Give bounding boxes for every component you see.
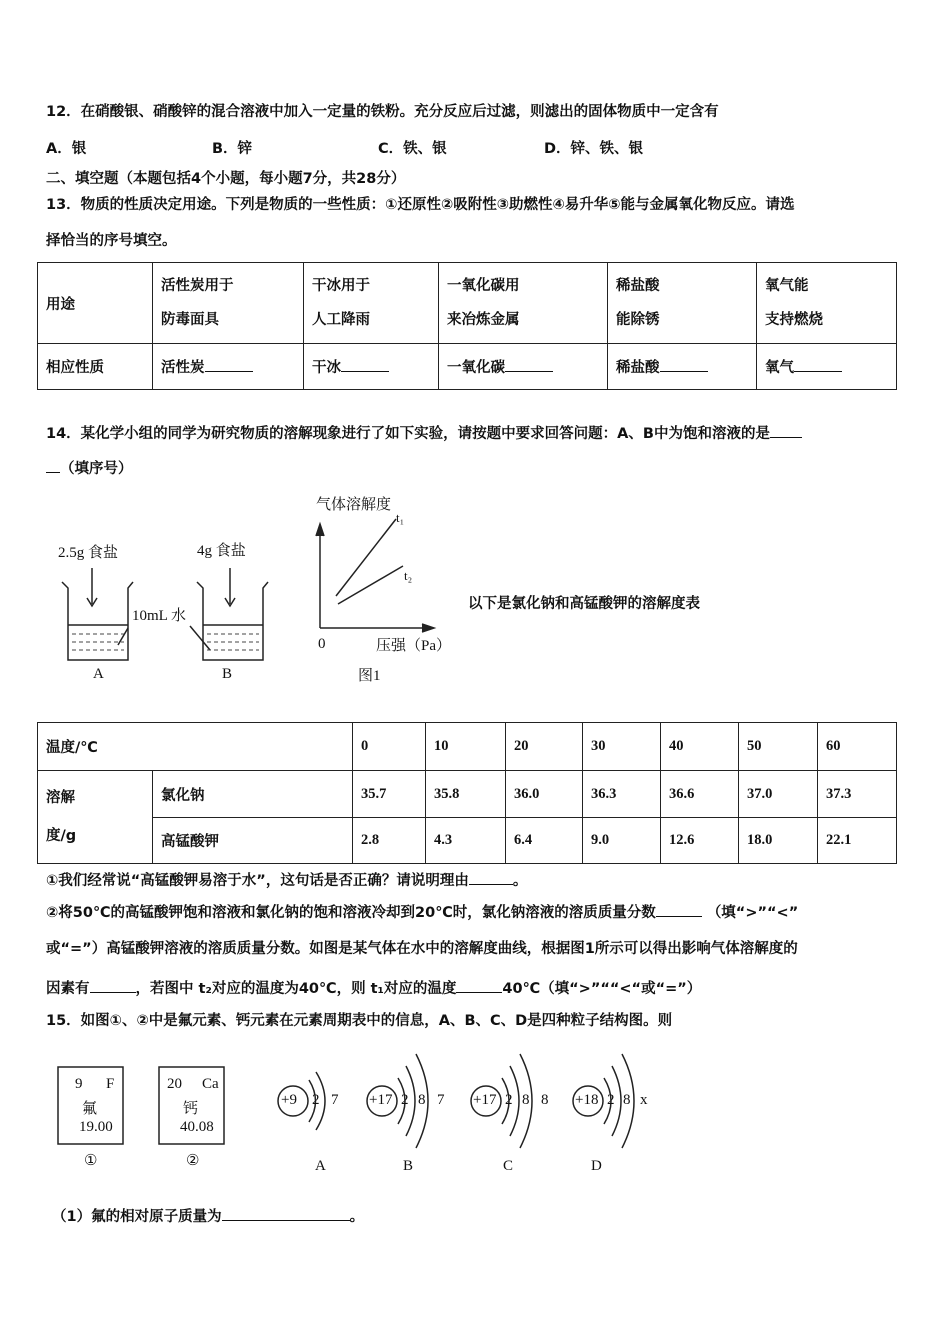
q15-stem: 15．如图①、②中是氟元素、钙元素在元素周期表中的信息，A、B、C、D是四种粒子结构图。则 — [46, 1013, 673, 1029]
shell-electrons: 8 — [623, 1092, 631, 1108]
use-cell: 活性炭用于 — [161, 278, 234, 294]
value-cell: 12.6 — [661, 818, 739, 864]
q12-option-c: C．铁、银 — [378, 141, 447, 157]
figure-caption: 图1 — [358, 668, 381, 684]
beaker-a-label: 2.5g 食盐 — [58, 545, 119, 561]
section-heading: 二、填空题（本题包括4个小题，每小题7分，共28分） — [46, 171, 406, 187]
use-cell: 稀盐酸 — [616, 278, 660, 294]
substance-name: 高锰酸钾 — [153, 818, 353, 864]
shell-electrons: 7 — [331, 1092, 339, 1108]
prop-cell: 氧气 — [765, 360, 794, 376]
q14-stem-cont: （填序号） — [46, 458, 133, 478]
q12-option-b: B．锌 — [212, 141, 253, 157]
nucleus: +17 — [473, 1092, 497, 1108]
value-cell: 22.1 — [818, 818, 897, 864]
solubility-header: 溶解 度/g — [38, 771, 153, 864]
table-intro: 以下是氯化钠和高锰酸钾的溶解度表 — [468, 596, 700, 612]
t2-line — [338, 566, 403, 604]
temp-cell: 40 — [661, 723, 739, 771]
shell-electrons: 2 — [607, 1092, 615, 1108]
value-cell: 36.3 — [583, 771, 661, 818]
use-cell: 防毒面具 — [161, 312, 219, 328]
atom-label: C — [503, 1158, 514, 1174]
q14-sub2-cont2: 因素有 ，若图中 t₂对应的温度为40℃，则 t₁对应的温度 40℃（填“>”““<“或“=”） — [46, 978, 701, 998]
temp-cell: 0 — [353, 723, 426, 771]
use-cell: 一氧化碳用 — [447, 278, 520, 294]
beaker-a — [62, 582, 133, 660]
q12-option-d: D．锌、铁、银 — [544, 141, 644, 157]
temp-header: 温度/℃ — [38, 723, 353, 771]
water-label: 10mL 水 — [132, 608, 187, 624]
row-header: 相应性质 — [38, 344, 153, 390]
q14-stem: 14．某化学小组的同学为研究物质的溶解现象进行了如下实验，请按题中要求回答问题：A、B中为饱和溶液的是 — [46, 423, 802, 443]
prop-cell: 干冰 — [312, 360, 341, 376]
q13-stem: 13．物质的性质决定用途。下列是物质的一些性质：①还原性②吸附性③助燃性④易升华⑤能与金属氧化物反应。请选 — [46, 197, 795, 213]
q12-option-a: A．银 — [46, 141, 87, 157]
use-cell: 干冰用于 — [312, 278, 370, 294]
use-cell: 氧气能 — [765, 278, 809, 294]
temp-cell: 30 — [583, 723, 661, 771]
element-number: 9 — [75, 1076, 83, 1092]
value-cell: 4.3 — [426, 818, 506, 864]
q14-sub1: ①我们经常说“高锰酸钾易溶于水”，这句话是否正确？请说明理由 。 — [46, 870, 527, 890]
q14-sub2: ②将50℃的高锰酸钾饱和溶液和氯化钠的饱和溶液冷却到20℃时，氯化钠溶液的溶质质量分数 （填“>”“<” — [46, 902, 798, 922]
element-name: 钙 — [183, 1101, 199, 1117]
q13-stem-cont: 择恰当的序号填空。 — [46, 233, 177, 249]
value-cell: 36.0 — [506, 771, 583, 818]
prop-cell: 活性炭 — [161, 360, 205, 376]
shell-electrons: 2 — [505, 1092, 513, 1108]
temp-cell: 60 — [818, 723, 897, 771]
use-cell: 来冶炼金属 — [447, 312, 520, 328]
shell-electrons: 8 — [541, 1092, 549, 1108]
shell-electrons: 7 — [437, 1092, 445, 1108]
value-cell: 36.6 — [661, 771, 739, 818]
element-symbol: Ca — [202, 1076, 219, 1092]
temp-cell: 10 — [426, 723, 506, 771]
t1-line — [336, 519, 396, 596]
element-mass: 19.00 — [79, 1119, 113, 1135]
element-number: 20 — [167, 1076, 182, 1092]
value-cell: 35.8 — [426, 771, 506, 818]
value-cell: 37.0 — [739, 771, 818, 818]
element-symbol: F — [106, 1076, 115, 1092]
t2-label: t₂ — [404, 568, 413, 583]
element-name: 氟 — [82, 1101, 98, 1117]
shell-electrons: x — [640, 1092, 648, 1108]
value-cell: 18.0 — [739, 818, 818, 864]
element-tag: ① — [84, 1153, 98, 1169]
use-cell: 人工降雨 — [312, 312, 370, 328]
value-cell: 35.7 — [353, 771, 426, 818]
use-cell: 支持燃烧 — [765, 312, 823, 328]
beaker-a-caption: A — [93, 666, 104, 682]
atom-label: D — [591, 1158, 602, 1174]
value-cell: 2.8 — [353, 818, 426, 864]
nucleus: +17 — [369, 1092, 393, 1108]
value-cell: 6.4 — [506, 818, 583, 864]
q15-sub1: （1）氟的相对原子质量为 。 — [52, 1206, 364, 1226]
t1-label: t₁ — [396, 510, 405, 525]
temp-cell: 20 — [506, 723, 583, 771]
atom-label: A — [315, 1158, 326, 1174]
origin-label: 0 — [318, 636, 326, 652]
value-cell: 9.0 — [583, 818, 661, 864]
nucleus: +9 — [281, 1092, 297, 1108]
element-mass: 40.08 — [180, 1119, 214, 1135]
shell-electrons: 2 — [401, 1092, 409, 1108]
beaker-b-caption: B — [222, 666, 233, 682]
solubility-table — [37, 722, 897, 864]
prop-cell: 一氧化碳 — [447, 360, 505, 376]
beaker-b-label: 4g 食盐 — [197, 543, 246, 559]
x-axis-label: 压强（Pa） — [376, 638, 452, 654]
nucleus: +18 — [575, 1092, 599, 1108]
atom-label: B — [403, 1158, 414, 1174]
shell-electrons: 2 — [312, 1092, 320, 1108]
q12-stem: 12．在硝酸银、硝酸锌的混合溶液中加入一定量的铁粉。充分反应后过滤，则滤出的固体物质中一定含有 — [46, 104, 719, 120]
y-axis-label: 气体溶解度 — [316, 497, 392, 513]
substance-name: 氯化钠 — [153, 771, 353, 818]
shell-electrons: 8 — [418, 1092, 426, 1108]
temp-cell: 50 — [739, 723, 818, 771]
prop-cell: 稀盐酸 — [616, 360, 660, 376]
row-header: 用途 — [38, 263, 153, 344]
value-cell: 37.3 — [818, 771, 897, 818]
q14-sub2-cont: 或“=”）高锰酸钾溶液的溶质质量分数。如图是某气体在水中的溶解度曲线，根据图1所示可以得出影响气体溶解度的 — [46, 941, 798, 957]
use-cell: 能除锈 — [616, 312, 660, 328]
element-tag: ② — [186, 1153, 200, 1169]
shell-electrons: 8 — [522, 1092, 530, 1108]
